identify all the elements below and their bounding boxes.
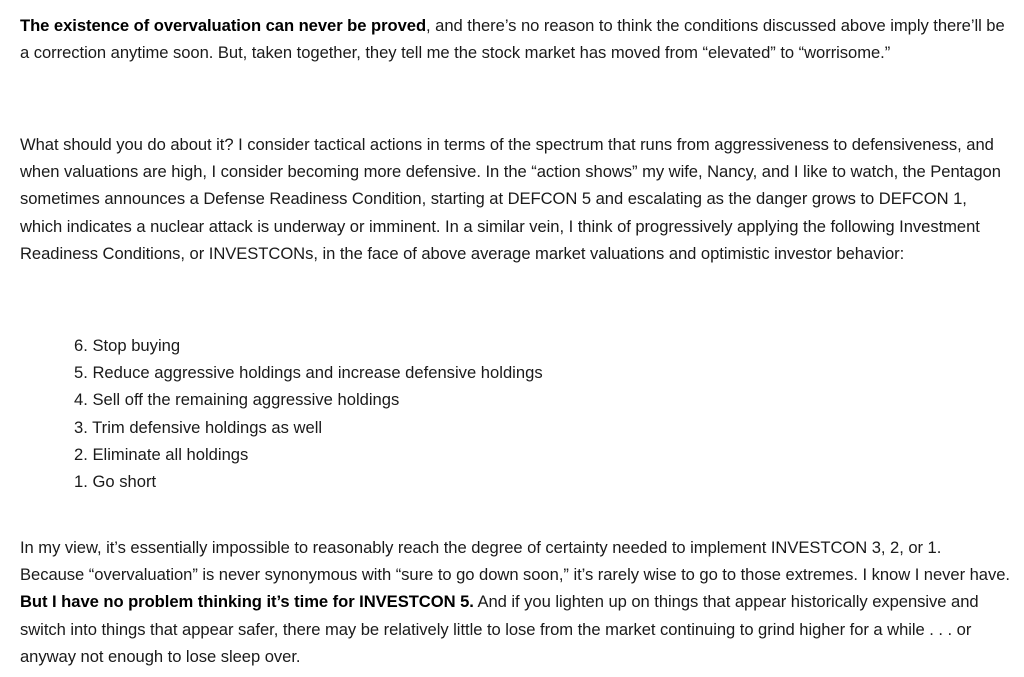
paragraph-text: In my view, it’s essentially impossible to reasonably reach the degree of certainty needed to implement INVESTCON 3, 2, or 1. Because “overvaluation” is never synonymous with “sure to go down soon,” it’s rarely wise to go to those extremes. I know I never have. [20, 538, 1010, 585]
bold-lead-text: The existence of overvaluation can never be proved [20, 16, 427, 35]
paragraph-overvaluation [20, 12, 1010, 66]
list-item: 3. Trim defensive holdings as well [74, 417, 323, 437]
list-item: 4. Sell off the remaining aggressive holdings [74, 390, 400, 410]
investcon-list [74, 332, 543, 495]
list-item: 5. Reduce aggressive holdings and increase defensive holdings [74, 363, 543, 383]
list-item: 6. Stop buying [74, 336, 181, 355]
list-item: 2. Eliminate all holdings [74, 444, 249, 464]
paragraph-conclusion [20, 534, 1010, 670]
paragraph-defcon: What should you do about it? I consider tactical actions in terms of the spectrum that runs from aggressiveness to defensiveness, and when valuations are high, I consider becoming more defensive. In the “action shows” my wife, Nancy, and I like to watch, the Pentagon sometimes announces a Defense Readiness Condition, starting at DEFCON 5 and escalating as the danger grows to DEFCON 1, which indicates a nuclear attack is underway or imminent. In a similar vein, I think of progressively applying the following Investment Readiness Conditions, or INVESTCONs, in the face of above average market valuations and optimistic investor behavior: [20, 135, 1001, 263]
list-item: 1. Go short [74, 472, 157, 492]
paragraph-text: , and there’s no reason to think the conditions discussed above imply there’ll be a correction anytime soon. But, taken together, they tell me the stock market has moved from “elevated” to “worrisome.” [20, 16, 1005, 63]
bold-emphasis-text: But I have no problem thinking it’s time for INVESTCON 5. [20, 592, 474, 612]
paragraph-text: And if you lighten up on things that appear historically expensive and switch into things that appear safer, there may be relatively little to lose from the market continuing to grind higher for a while . . . or anyway not enough to lose sleep over. [20, 592, 979, 666]
